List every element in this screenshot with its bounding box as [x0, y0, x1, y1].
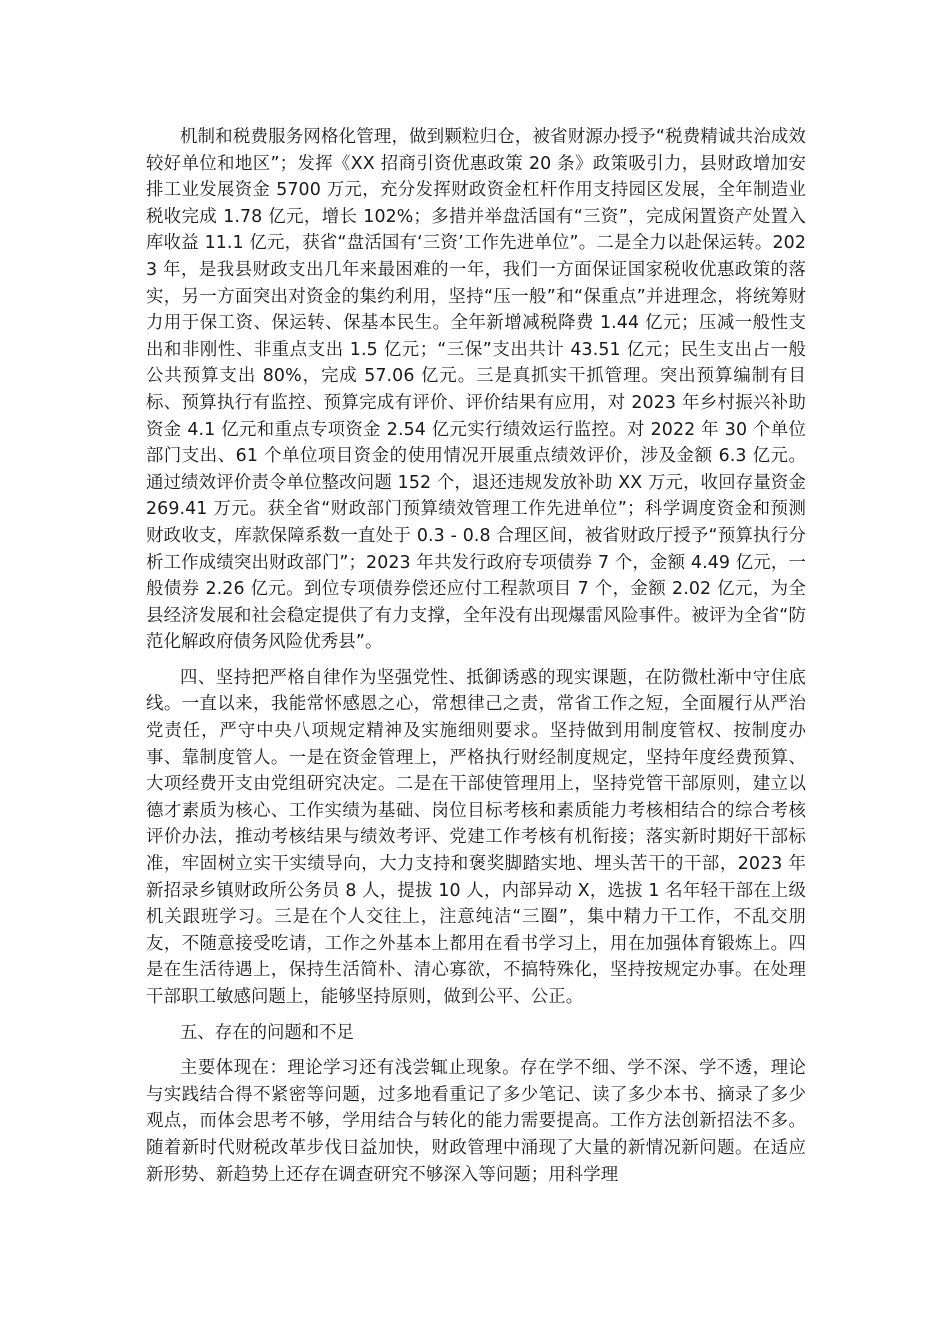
- body-paragraph-self-discipline: 四、坚持把严格自律作为坚强党性、抵御诱惑的现实课题，在防微杜渐中守住底线。一直以来，我能常怀感恩之心，常想律己之责，常省工作之短，全面履行从严治党责任，严守中央八项规定精神及实施细则要求。坚持做到用制度管权、按制度办事、靠制度管人。一是在资金管理上，严格执行财经制度规定，坚持年度经费预算、大项经费开支由党组研究决定。二是在干部使管理用上，坚持党管干部原则，建立以德才素质为核心、工作实绩为基础、岗位目标考核和素质能力考核相结合的综合考核评价办法，推动考核结果与绩效考评、党建工作考核有机衔接；落实新时期好干部标准，牢固树立实干实绩导向，大力支持和褒奖脚踏实地、埋头苦干的干部，2023 年新招录乡镇财政所公务员 8 人，提拔 10 人，内部异动 X，选拔 1 名年轻干部在上级机关跟班学习。三是在个人交往上，注意纯洁“三圈”，集中精力干工作，不乱交朋友，不随意接受吃请，工作之外基本上都用在看书学习上，用在加强体育锻炼上。四是在生活待遇上，保持生活简朴、清心寡欲，不搞特殊化，坚持按规定办事。在处理干部职工敏感问题上，能够坚持原则，做到公平、公正。: [146, 667, 806, 1007]
- section-heading-problems: 五、存在的问题和不足: [180, 1022, 354, 1043]
- document-page: [146, 124, 806, 1188]
- body-paragraph-finance-work: 机制和税费服务网格化管理，做到颗粒归仓，被省财源办授予“税费精诚共治成效较好单位和地区”；发挥《XX 招商引资优惠政策 20 条》政策吸引力，县财政增加安排工业发展资金 5700 万元，充分发挥财政资金杠杆作用支持园区发展，全年制造业税收完成 1.78 亿元，增长 102%；多措并举盘活国有“三资”，完成闲置资产处置入库收益 11.1 亿元，获省“盘活国有‘三资’工作先进单位”。二是全力以赴保运转。2023 年，是我县财政支出几年来最困难的一年，我们一方面保证国家税收优惠政策的落实，另一方面突出对资金的集约利用，坚持“压一般”和“保重点”并进理念，将统筹财力用于保工资、保运转、保基本民生。全年新增减税降费 1.44 亿元；压减一般性支出和非刚性、非重点支出 1.5 亿元；“三保”支出共计 43.51 亿元；民生支出占一般公共预算支出 80%，完成 57.06 亿元。三是真抓实干抓管理。突出预算编制有目标、预算执行有监控、预算完成有评价、评价结果有应用，对 2023 年乡村振兴补助资金 4.1 亿元和重点专项资金 2.54 亿元实行绩效运行监控。对 2022 年 30 个单位部门支出、61 个单位项目资金的使用情况开展重点绩效评价，涉及金额 6.3 亿元。通过绩效评价责令单位整改问题 152 个，退还违规发放补助 XX 万元，收回存量资金 269.41 万元。获全省“财政部门预算绩效管理工作先进单位”；科学调度资金和预测财政收支，库款保障系数一直处于 0.3 - 0.8 合理区间，被省财政厅授予“预算执行分析工作成绩突出财政部门”；2023 年共发行政府专项债券 7 个，金额 4.49 亿元，一般债券 2.26 亿元。到位专项债券偿还应付工程款项目 7 个，金额 2.02 亿元，为全县经济发展和社会稳定提供了有力支撑，全年没有出现爆雷风险事件。被评为全省“防范化解政府债务风险优秀县”。: [146, 127, 806, 653]
- body-paragraph-problems: 主要体现在：理论学习还有浅尝辄止现象。存在学不细、学不深、学不透，理论与实践结合得不紧密等问题，过多地看重记了多少笔记、读了多少本书、摘录了多少观点，而体会思考不够，学用结合与转化的能力需要提高。工作方法创新招法不多。随着新时代财税改革步伐日益加快，财政管理中涌现了大量的新情况新问题。在适应新形势、新趋势上还存在调查研究不够深入等问题；用科学理: [146, 1058, 806, 1185]
